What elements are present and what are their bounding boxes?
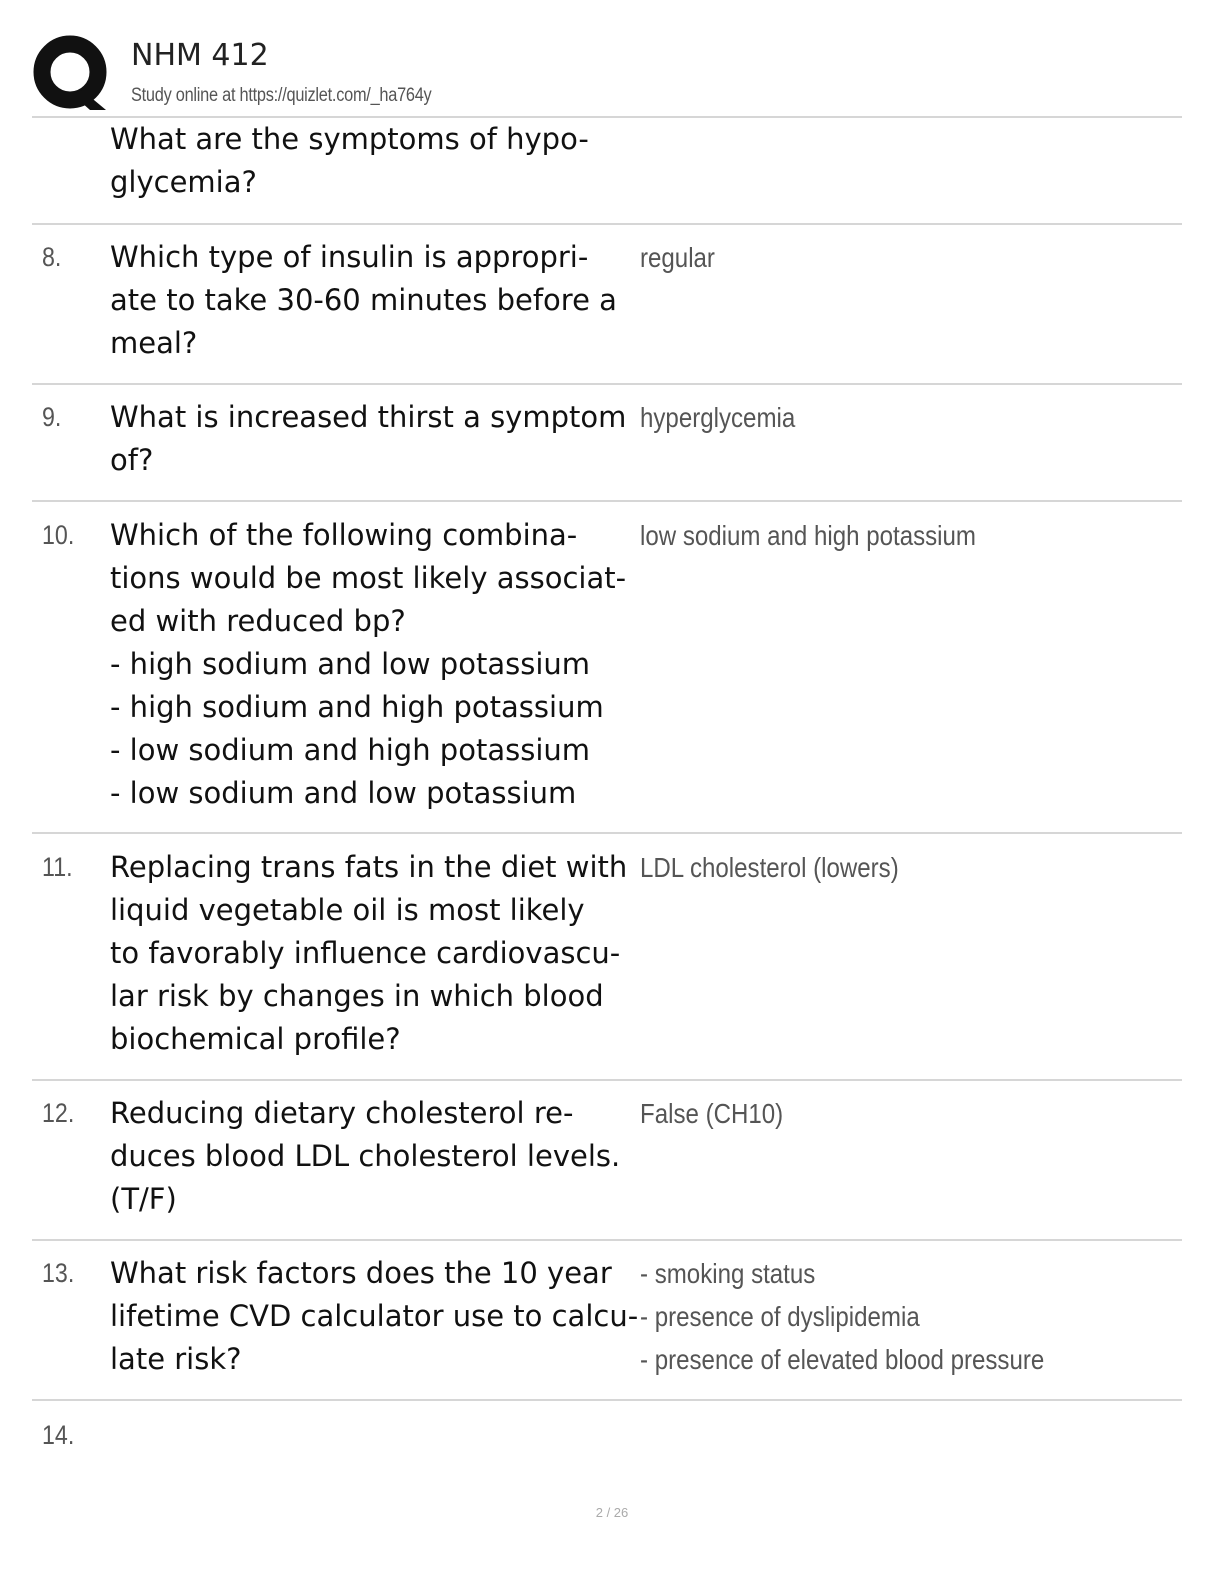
card-term: Which of the following combina- tions would be most likely associat- ed with reduced bp? - high sodium and low potassium - high sodium and high potassium - low sodium and high potassium - low sodium and low potassium <box>110 518 627 810</box>
row-divider <box>32 1239 1182 1241</box>
card-definition: hyperglycemia <box>640 402 796 433</box>
flashcard-row <box>32 846 1182 1078</box>
flashcard-row <box>32 118 1182 224</box>
row-divider <box>32 1079 1182 1081</box>
flashcard-row <box>32 236 1182 384</box>
card-number: 10. <box>42 520 75 550</box>
card-number: 14. <box>42 1420 75 1450</box>
card-definition: False (CH10) <box>640 1098 784 1129</box>
flashcard-row <box>32 1092 1182 1240</box>
card-term: What is increased thirst a symptom of? <box>110 400 627 477</box>
row-divider <box>32 1399 1182 1401</box>
card-number: 13. <box>42 1258 75 1288</box>
flashcard-row <box>32 1252 1182 1400</box>
card-definition: LDL cholesterol (lowers) <box>640 852 899 883</box>
row-divider <box>32 500 1182 502</box>
deck-title: NHM 412 <box>131 38 269 73</box>
card-term: What risk factors does the 10 year lifetime CVD calculator use to calcu- late risk? <box>110 1256 639 1376</box>
quizlet-logo-icon <box>32 34 112 114</box>
card-definition: - smoking status - presence of dyslipidemia - presence of elevated blood pressure <box>640 1258 1045 1375</box>
study-online-link[interactable]: Study online at https://quizlet.com/_ha764y <box>131 85 432 106</box>
card-term: Reducing dietary cholesterol re- duces blood LDL cholesterol levels. (T/F) <box>110 1096 621 1216</box>
card-number: 8. <box>42 242 62 272</box>
flashcard-row <box>32 514 1182 832</box>
card-term: Replacing trans fats in the diet with liquid vegetable oil is most likely to favorably influence cardiovascu- lar risk by changes in which blood biochemical profile? <box>110 850 628 1056</box>
card-number: 12. <box>42 1098 75 1128</box>
card-term: What are the symptoms of hypo- glycemia? <box>110 122 589 199</box>
card-definition: regular <box>640 242 715 273</box>
card-definition: low sodium and high potassium <box>640 520 976 551</box>
row-divider <box>32 223 1182 225</box>
card-number: 11. <box>42 852 73 882</box>
row-divider <box>32 832 1182 834</box>
page-header <box>0 0 1224 118</box>
page-number: 2 / 26 <box>595 1505 629 1520</box>
card-number: 9. <box>42 402 62 432</box>
card-term: Which type of insulin is appropri- ate to take 30-60 minutes before a meal? <box>110 240 617 360</box>
flashcard-row <box>32 396 1182 501</box>
flashcard-row <box>32 1414 1182 1474</box>
row-divider <box>32 383 1182 385</box>
